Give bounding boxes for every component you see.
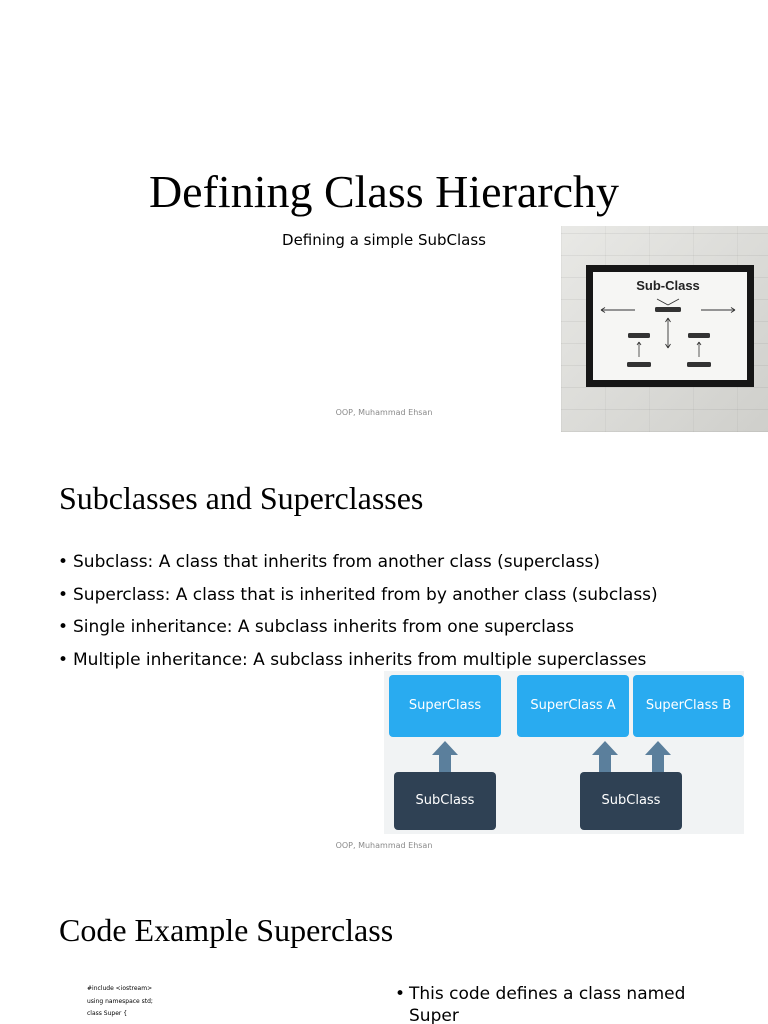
- bullet-marker: •: [395, 984, 406, 1004]
- slide-subtitle: Defining a simple SubClass: [282, 231, 486, 249]
- slide-footer: OOP, Muhammad Ehsan: [335, 841, 433, 850]
- subclass-box: SubClass: [580, 772, 682, 830]
- code-line: #include <iostream>: [87, 985, 153, 992]
- code-line: using namespace std;: [87, 997, 153, 1005]
- bullet-marker: •: [58, 552, 69, 572]
- superclass-a-box: SuperClass A: [517, 675, 629, 737]
- frame-title: Sub-Class: [636, 278, 700, 293]
- bullet-marker: •: [58, 617, 69, 637]
- superclass-b-box: SuperClass B: [633, 675, 744, 737]
- bullet-marker: •: [58, 649, 69, 670]
- slide-title-heading: Defining Class Hierarchy: [148, 166, 620, 217]
- bullet-text: Single inheritance: A subclass inherits from one superclass: [73, 617, 575, 637]
- list-item: [58, 550, 658, 583]
- framed-diagram-photo: [561, 226, 768, 432]
- bullet-list: [58, 550, 658, 680]
- code-line: class Super {: [87, 1010, 128, 1017]
- slide-title: [0, 0, 768, 432]
- code-block: [87, 983, 153, 1021]
- up-arrow-icon: [431, 741, 459, 773]
- slide-footer: OOP, Muhammad Ehsan: [335, 408, 433, 417]
- subclass-box: SubClass: [394, 772, 496, 830]
- list-item: [58, 615, 658, 648]
- slide-subclasses: [0, 432, 768, 864]
- bullet-marker: •: [58, 584, 69, 605]
- slide-heading: Code Example Superclass: [59, 912, 394, 948]
- up-arrow-icon: [591, 741, 619, 773]
- bullet-text: Multiple inheritance: A subclass inherits from multiple superclasses: [73, 649, 647, 670]
- superclass-box: SuperClass: [389, 675, 501, 737]
- slide-heading: Subclasses and Superclasses: [59, 480, 424, 516]
- bullet-text: This code defines a class named Super: [409, 984, 686, 1024]
- framed-diagram-illustration: [561, 226, 768, 432]
- bullet-text: Subclass: A class that inherits from another class (superclass): [73, 552, 601, 572]
- list-item: [395, 983, 715, 1024]
- up-arrow-icon: [644, 741, 672, 773]
- slide-code-example: [0, 864, 768, 1024]
- inheritance-diagram: [384, 671, 744, 834]
- bullet-text: Superclass: A class that is inherited from by another class (subclass): [73, 584, 658, 605]
- list-item: [58, 583, 658, 616]
